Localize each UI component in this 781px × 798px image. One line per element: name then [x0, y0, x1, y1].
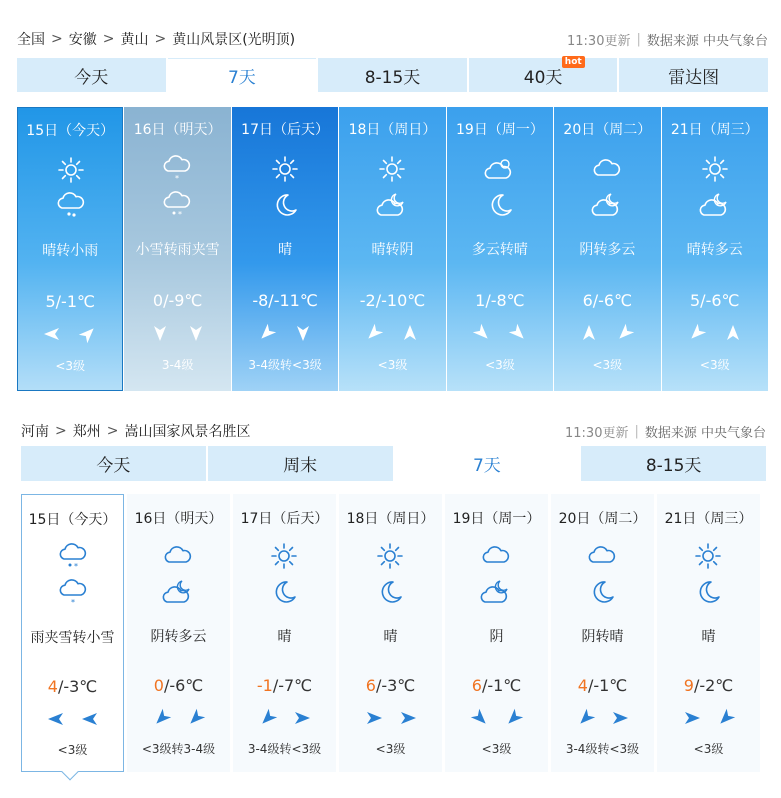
sun-icon	[269, 155, 301, 183]
sun-icon	[376, 155, 408, 183]
partly-cloudy-icon	[484, 155, 516, 183]
wind-arrow-icon	[470, 708, 490, 728]
day-card[interactable]	[554, 107, 660, 391]
wind-arrow-icon	[292, 708, 312, 728]
weather-desc: 小雪转雨夹雪	[135, 242, 220, 258]
wind-level: <3级	[57, 743, 88, 757]
weather-desc: 阴转晴	[581, 629, 624, 645]
tab-today[interactable]: 今天	[17, 58, 166, 92]
wind-level: 3-4级	[161, 358, 194, 372]
cloudy-night-icon	[699, 191, 731, 219]
temperature	[339, 676, 442, 695]
temperature: 6/-6℃	[582, 291, 633, 310]
day-card[interactable]	[232, 107, 338, 391]
day-card[interactable]	[17, 107, 123, 391]
update-info: 11:30更新 | 数据来源 中央气象台	[565, 423, 766, 441]
temp-high: 6	[365, 676, 376, 695]
wind-arrow-icon	[398, 708, 418, 728]
wind-level: <3级	[693, 742, 724, 756]
temp-low: /-2℃	[693, 676, 734, 695]
day-cards	[21, 494, 766, 772]
day-date: 18日（周日）	[348, 122, 437, 138]
sleet-icon	[57, 543, 89, 571]
selection-notch	[62, 764, 79, 781]
temp-low: /-7℃	[272, 676, 313, 695]
weather-desc: 阴转多云	[579, 242, 636, 258]
wind-arrow-icon	[615, 323, 635, 343]
wind-direction	[657, 708, 760, 728]
temperature	[657, 676, 760, 695]
day-date: 16日（明天）	[133, 122, 222, 138]
day-card[interactable]	[127, 494, 230, 772]
svg-text:*: *	[178, 210, 183, 219]
wind-level: <3级	[481, 742, 512, 756]
weather-desc: 晴	[383, 629, 398, 645]
update-info: 11:30更新 | 数据来源 中央气象台	[567, 31, 768, 49]
day-cards	[17, 107, 768, 391]
weather-desc: 多云转晴	[471, 242, 528, 258]
moon-icon	[484, 191, 516, 219]
breadcrumb: 河南 > 郑州 > 嵩山国家风景名胜区	[21, 423, 251, 440]
wind-direction	[554, 323, 660, 343]
tab-7day[interactable]: 7天	[395, 446, 580, 481]
wind-arrow-icon	[258, 708, 278, 728]
snow-icon	[57, 579, 89, 607]
cloudy-night-icon	[591, 191, 623, 219]
svg-text:*: *	[175, 174, 180, 183]
moon-icon	[692, 578, 724, 606]
wind-arrow-icon	[186, 323, 206, 343]
day-date: 20日（周二）	[563, 122, 652, 138]
wind-level: <3级转3-4级	[141, 742, 216, 756]
temperature: -8/-11℃	[252, 291, 318, 310]
cloud-icon	[586, 542, 618, 570]
temperature: 5/-1℃	[45, 292, 95, 311]
wind-arrow-icon	[150, 323, 170, 343]
temp-high: 9	[683, 676, 694, 695]
day-card[interactable]	[657, 494, 760, 772]
tab-8-15day[interactable]: 8-15天	[581, 446, 766, 481]
weather-desc: 晴转小雨	[42, 243, 99, 259]
wind-level: <3级	[377, 358, 408, 372]
wind-direction	[232, 323, 338, 343]
temp-low: /-3℃	[375, 676, 416, 695]
wind-arrow-icon	[186, 708, 206, 728]
temp-high: 4	[47, 677, 58, 696]
moon-icon	[268, 578, 300, 606]
weather-desc: 晴转多云	[686, 242, 743, 258]
sleet-icon	[161, 191, 193, 219]
weather-desc: 晴	[277, 629, 292, 645]
tab-weekend[interactable]: 周末	[208, 446, 393, 481]
weather-desc: 晴	[278, 242, 293, 258]
day-date: 16日（明天）	[134, 511, 223, 527]
tab-40day[interactable]	[469, 58, 618, 92]
wind-level: <3级	[699, 358, 730, 372]
wind-level: 3-4级转<3级	[565, 742, 640, 756]
wind-direction	[124, 323, 230, 343]
temperature	[233, 676, 336, 695]
temp-high: 6	[471, 676, 482, 695]
moon-icon	[269, 191, 301, 219]
cloudy-night-icon	[480, 578, 512, 606]
temp-high: -1	[256, 676, 273, 695]
weather-desc: 雨夹雪转小雪	[30, 630, 115, 646]
moon-icon	[374, 578, 406, 606]
day-card[interactable]	[21, 494, 124, 772]
wind-arrow-icon	[716, 708, 736, 728]
day-card[interactable]	[447, 107, 553, 391]
breadcrumb-link-province[interactable]: 河南	[21, 424, 49, 440]
tab-radar[interactable]: 雷达图	[619, 58, 768, 92]
temp-low: /-1℃	[481, 676, 522, 695]
cloud-icon	[480, 542, 512, 570]
forecast-tabs	[17, 58, 768, 92]
wind-arrow-icon	[723, 323, 743, 343]
wind-arrow-icon	[400, 323, 420, 343]
breadcrumb: 全国 > 安徽 > 黄山 > 黄山风景区(光明顶)	[17, 31, 296, 48]
wind-direction	[445, 708, 548, 728]
temperature: 1/-8℃	[475, 291, 525, 310]
update-time: 11:30更新	[565, 425, 629, 441]
wind-arrow-icon	[152, 708, 172, 728]
day-date: 17日（后天）	[240, 511, 329, 527]
wind-arrow-icon	[293, 323, 313, 343]
tab-40day-label: 40天	[523, 67, 563, 88]
wind-direction	[127, 708, 230, 728]
svg-text:*: *	[74, 562, 78, 571]
day-card[interactable]	[445, 494, 548, 772]
breadcrumb-link-province[interactable]: 安徽	[68, 32, 97, 48]
day-card[interactable]	[551, 494, 654, 772]
breadcrumb-current: 黄山风景区(光明顶)	[172, 32, 296, 48]
breadcrumb-link-city[interactable]: 黄山	[120, 32, 149, 48]
wind-arrow-icon	[682, 708, 702, 728]
wind-arrow-icon	[576, 708, 596, 728]
wind-arrow-icon	[579, 323, 599, 343]
wind-direction	[339, 708, 442, 728]
snow-icon	[161, 155, 193, 183]
wind-level: <3级	[485, 358, 515, 372]
weather-desc: 阴	[489, 629, 504, 645]
temp-low: /-1℃	[587, 676, 628, 695]
cloudy-night-icon	[376, 191, 408, 219]
day-card[interactable]	[662, 107, 768, 391]
temperature	[22, 677, 123, 696]
wind-arrow-icon	[78, 324, 98, 344]
wind-arrow-icon	[46, 709, 66, 729]
day-date: 21日（周三）	[670, 122, 759, 138]
temperature: 5/-6℃	[690, 291, 740, 310]
data-source: 数据来源 中央气象台	[646, 33, 768, 49]
wind-direction	[233, 708, 336, 728]
day-date: 15日（今天）	[26, 123, 115, 139]
wind-arrow-icon	[42, 324, 62, 344]
weather-desc: 晴	[701, 629, 716, 645]
wind-level: 3-4级转<3级	[247, 742, 322, 756]
wind-direction	[18, 324, 122, 344]
wind-arrow-icon	[364, 708, 384, 728]
wind-level: <3级	[592, 358, 623, 372]
rain-icon	[55, 192, 87, 220]
wind-arrow-icon	[364, 323, 384, 343]
wind-level: 3-4级转<3级	[248, 358, 322, 372]
cloud-icon	[162, 542, 194, 570]
temperature	[127, 676, 230, 695]
wind-arrow-icon	[472, 323, 492, 343]
wind-direction	[447, 323, 553, 343]
data-source: 数据来源 中央气象台	[644, 425, 766, 441]
day-date: 19日（周一）	[456, 122, 544, 138]
day-date: 17日（后天）	[241, 122, 329, 138]
temp-low: /-3℃	[57, 677, 98, 696]
temp-high: 0	[153, 676, 164, 695]
cloud-icon	[591, 155, 623, 183]
breadcrumb-link-national[interactable]: 全国	[17, 32, 45, 48]
svg-text:*: *	[71, 598, 75, 607]
day-date: 15日（今天）	[28, 512, 117, 528]
day-card[interactable]	[124, 107, 230, 391]
breadcrumb-current: 嵩山国家风景名胜区	[124, 424, 251, 440]
wind-direction	[662, 323, 768, 343]
temperature: -2/-10℃	[359, 291, 426, 310]
wind-level: <3级	[55, 359, 86, 373]
temperature	[551, 676, 654, 695]
update-time: 11:30更新	[567, 33, 631, 49]
forecast-tabs	[21, 446, 766, 481]
temp-low: /-6℃	[163, 676, 204, 695]
wind-arrow-icon	[508, 323, 528, 343]
wind-direction	[551, 708, 654, 728]
day-card[interactable]	[339, 494, 442, 772]
wind-direction	[22, 709, 123, 729]
sun-icon	[699, 155, 731, 183]
wind-direction	[339, 323, 445, 343]
tab-8-15day[interactable]: 8-15天	[318, 58, 467, 92]
hot-badge: hot	[562, 56, 585, 68]
breadcrumb-link-city[interactable]: 郑州	[72, 424, 101, 440]
weather-desc: 晴转阴	[371, 242, 414, 258]
temperature	[445, 676, 548, 695]
sun-icon	[55, 156, 87, 184]
sun-icon	[692, 542, 724, 570]
wind-arrow-icon	[257, 323, 277, 343]
tab-7day[interactable]: 7天	[168, 58, 317, 92]
wind-arrow-icon	[504, 708, 524, 728]
temp-high: 4	[577, 676, 588, 695]
day-date: 18日（周日）	[346, 511, 435, 527]
wind-arrow-icon	[610, 708, 630, 728]
day-card[interactable]	[233, 494, 336, 772]
weather-desc: 阴转多云	[150, 629, 207, 645]
temperature: 0/-9℃	[152, 291, 203, 310]
day-date: 20日（周二）	[558, 511, 647, 527]
tab-today[interactable]: 今天	[21, 446, 206, 481]
day-card[interactable]	[339, 107, 445, 391]
wind-arrow-icon	[687, 323, 707, 343]
day-date: 19日（周一）	[452, 511, 541, 527]
sun-icon	[374, 542, 406, 570]
sun-icon	[268, 542, 300, 570]
forecast-panel-songshan	[21, 420, 766, 757]
forecast-panel-huangshan	[17, 28, 768, 373]
cloudy-night-icon	[162, 578, 194, 606]
day-date: 21日（周三）	[664, 511, 753, 527]
wind-level: <3级	[375, 742, 406, 756]
wind-arrow-icon	[80, 709, 100, 729]
moon-icon	[586, 578, 618, 606]
